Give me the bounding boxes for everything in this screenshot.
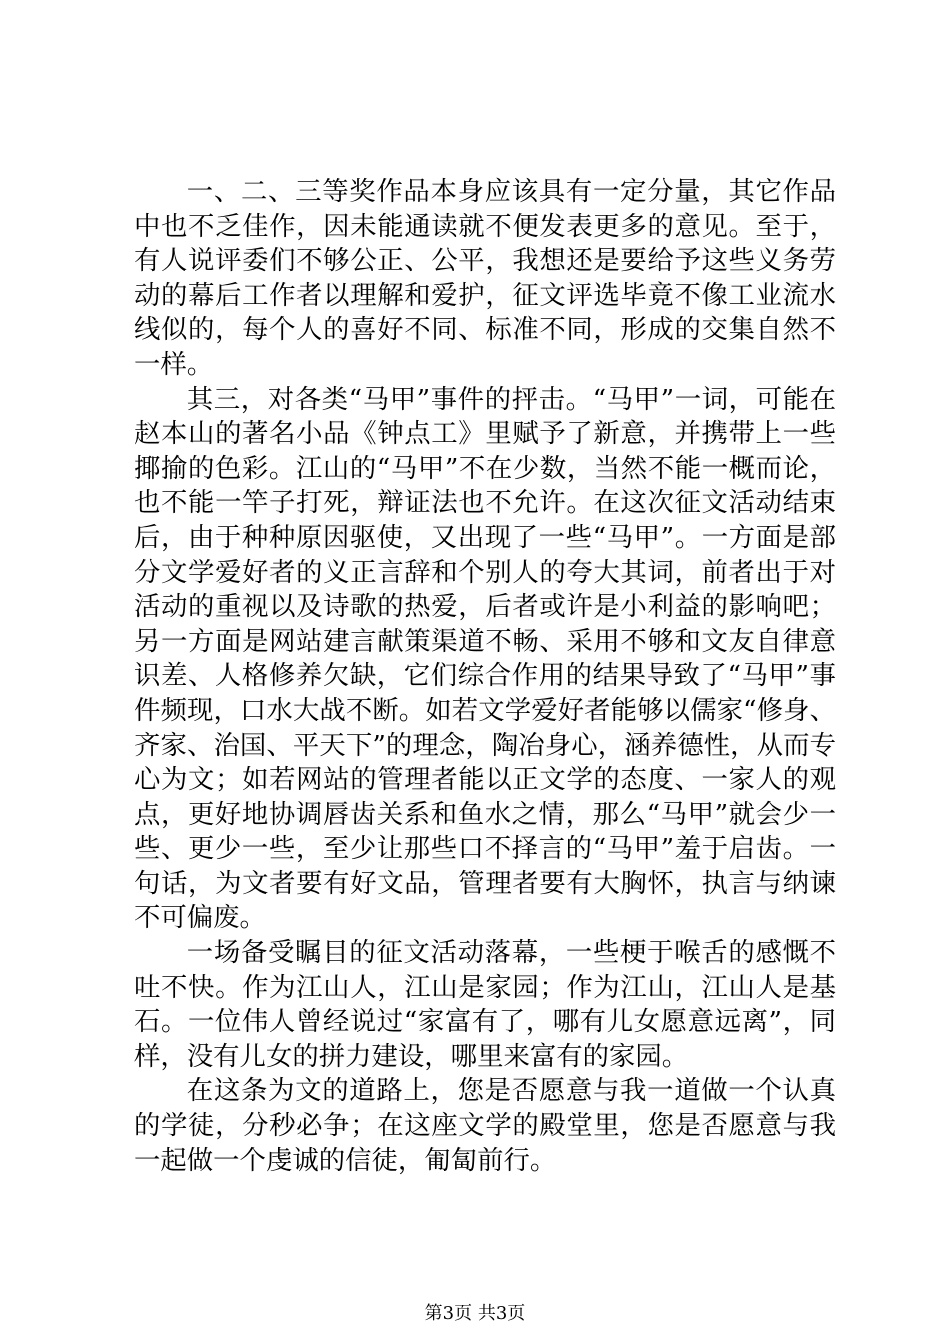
paragraph-closing-reflection: 一场备受瞩目的征文活动落幕，一些梗于喉舌的感慨不吐不快。作为江山人，江山是家园；作为江山，江山人是基石。一位伟人曾经说过“家富有了，哪有儿女愿意远离”，同样，没有儿女的拼力建设，哪里来富有的家园。: [134, 937, 836, 1072]
page-number-footer: 第3页 共3页: [424, 1303, 526, 1324]
paragraph-majia: 其三，对各类“马甲”事件的抨击。“马甲”一词，可能在赵本山的著名小品《钟点工》里赋予了新意，并携带上一些揶揄的色彩。江山的“马甲”不在少数，当然不能一概而论，也不能一竿子打死，辩证法也不允许。在这次征文活动结束后，由于种种原因驱使，又出现了一些“马甲”。一方面是部分文学爱好者的义正言辞和个别人的夸大其词，前者出于对活动的重视以及诗歌的热爱，后者或许是小利益的影响吧；另一方面是网站建言献策渠道不畅、采用不够和文友自律意识差、人格修养欠缺，它们综合作用的结果导致了“马甲”事件频现，口水大战不断。如若文学爱好者能够以儒家“修身、齐家、治国、平天下”的理念，陶冶身心，涵养德性，从而专心为文；如若网站的管理者能以正文学的态度、一家人的观点，更好地协调唇齿关系和鱼水之情，那么“马甲”就会少一些、更少一些，至少让那些口不择言的“马甲”羞于启齿。一句话，为文者要有好文品，管理者要有大胸怀，执言与纳谏不可偏废。: [134, 383, 836, 934]
paragraph-invitation: 在这条为文的道路上，您是否愿意与我一道做一个认真的学徒，分秒必争；在这座文学的殿堂里，您是否愿意与我一起做一个虔诚的信徒，匍匐前行。: [134, 1075, 836, 1176]
paragraph-awards: 一、二、三等奖作品本身应该具有一定分量，其它作品中也不乏佳作，因未能通读就不便发表更多的意见。至于，有人说评委们不够公正、公平，我想还是要给予这些义务劳动的幕后工作者以理解和爱护，征文评选毕竟不像工业流水线似的，每个人的喜好不同、标准不同，形成的交集自然不一样。: [134, 176, 836, 380]
document-body: [134, 175, 836, 1178]
